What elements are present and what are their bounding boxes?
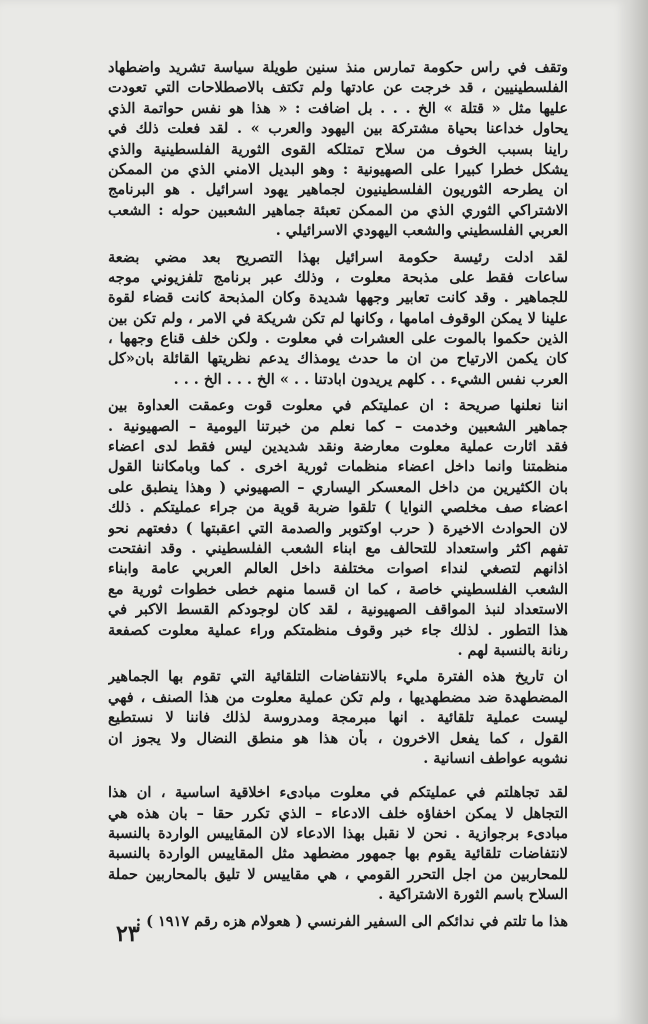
body-text <box>108 58 568 932</box>
paragraph <box>108 248 568 391</box>
text-line: العرب نفس الشيء . . كلهم يريدون ابادتنا . . » الخ . . . الخ . . . <box>173 370 568 388</box>
paragraph <box>108 912 568 932</box>
text-line: عليها مثل « قتلة » الخ . . . بل اضافت : « هذا هو نفس حواتمة الذي <box>108 99 568 117</box>
text-line: السلاح باسم الثورة الاشتراكية . <box>378 886 568 904</box>
book-gutter <box>628 0 648 1024</box>
text-line: بان الكثيرين من داخل المعسكر اليساري – الصهيوني ( وهذا ينطبق على <box>108 478 568 496</box>
paragraph <box>108 783 568 905</box>
text-line: الشعب الفلسطيني خاصة ، كما ان قسما منهم خطى خطوات ثورية مع <box>108 580 568 598</box>
text-line: الفلسطينيين ، قد خرجت عن عادتها ولم تكتف بالاصطلاحات التي تعودت <box>108 79 568 97</box>
paragraph <box>108 58 568 242</box>
text-line: لقد تجاهلتم في عمليتكم في معلوت مبادىء اخلاقية اساسية ، ان هذا <box>108 784 568 802</box>
text-line: للجماهير . وقد كانت تعابير وجهها شديدة وكان المذبحة كانت قضاء لقوة <box>108 289 568 307</box>
text-line: وتقف في راس حكومة تمارس منذ سنين طويلة سياسة تشريد واضطهاد <box>108 59 568 76</box>
text-line: منظمتنا وانما داخل اعضاء منظمات ثورية اخرى . كما وبامكاننا القول <box>108 458 568 476</box>
text-line: كان يكمن الارتياح من ان ما حدث يومذاك يدعم نظريتها القائلة بان«كل <box>108 350 568 368</box>
paragraph <box>108 396 568 661</box>
text-line: اعضاء صف مخلصي النوايا ) تلقوا ضربة قوية من جراء عمليتكم . ذلك <box>108 499 568 517</box>
text-line: نشوبه عواطف انسانية . <box>423 749 568 767</box>
text-line: القول ، كما يفعل الاخرون ، بأن هذا هو منطق النضال ولا يجوز ان <box>108 729 568 747</box>
text-line: يحاول خداعنا بحياة مشتركة بين اليهود والعرب » . لقد فعلت ذلك في <box>108 120 568 138</box>
text-line: ساعات فقط على مذبحة معلوت ، وذلك عبر برنامج تلفزيوني موجه <box>108 268 568 286</box>
text-line: لان الحوادث الاخيرة ( حرب اوكتوبر والصدمة التي اعقبتها ) دفعتهم نحو <box>108 519 568 537</box>
text-line: العربي الفلسطيني والشعب اليهودي الاسرائيلي . <box>275 222 568 240</box>
text-line: تفهم اكثر واستعداد للتحالف مع ابناء الشعب الفلسطيني . وقد انفتحت <box>108 539 568 557</box>
text-line: للمحاربين من اجل التحرر القومي ، هي مقاييس لا تليق بالمحاربين حملة <box>108 865 568 883</box>
page-number: ٢٣ <box>116 921 140 947</box>
text-line: المضطهدة ضد مضطهديها ، ولم تكن عملية معلوت من هذا الصنف ، فهي <box>108 688 568 706</box>
text-line: التجاهل لا يمكن اخفاؤه خلف الادعاء – الذي تكرر حقا – بان هذه هي <box>108 804 568 822</box>
text-line: اننا نعلنها صريحة : ان عمليتكم في معلوت قوت وعمقت العداوة بين <box>108 397 568 415</box>
paragraph <box>108 667 568 769</box>
text-line: لانتفاضات تلقائية يقوم بها جمهور مضطهد مثل المقاييس الواردة بالنسبة <box>108 845 568 863</box>
text-line: ان تاريخ هذه الفترة مليء بالانتفاضات التلقائية التي تقوم بها الجماهير <box>108 668 568 686</box>
text-line: الاشتراكي الثوري الذي من الممكن تعبئة جماهير الشعبين حوله : الشعب <box>108 201 568 219</box>
text-line: ليست عملية تلقائية . انها مبرمجة ومدروسة لذلك فاننا لا نستطيع <box>108 709 568 727</box>
text-line: ان يطرحه الثوريون الفلسطينيون لجماهير يهود اسرائيل . هو البرنامج <box>108 181 568 199</box>
text-line: هذا التطور . لذلك جاء خبر وقوف منظمتكم وراء عملية معلوت كصفعة <box>108 621 568 639</box>
text-line: راينا بسبب الخوف من سلاح تمتلكه القوى الثورية الفلسطينية والذي <box>108 140 568 158</box>
text-line: رنانة بالنسبة لهم . <box>457 641 568 659</box>
text-line: الاستعداد لنبذ المواقف الصهيونية ، لقد كان لوجودكم القسط الاكبر في <box>108 601 568 619</box>
text-line: الذين حكموا بالموت على العشرات في معلوت . ولكن خلف قناع وجهها ، <box>108 330 568 348</box>
text-line: جماهير الشعبين وخدمت – كما نعلم من خبرتنا اليومية – الصهيونية . <box>108 417 568 435</box>
text-line: علينا لا يمكن الوقوف امامها ، وكانها لم تكن شريكة في الامر ، ولم تكن بين <box>108 309 568 327</box>
text-line: هذا ما تلتم في ندائكم الى السفير الفرنسي ( هعولام هزه رقم ١٩١٧ ) : <box>135 912 568 930</box>
text-line: لقد ادلت رئيسة حكومة اسرائيل بهذا التصريح بعد مضي بضعة <box>108 248 568 266</box>
text-line: مبادىء برجوازية . نحن لا نقبل بهذا الادعاء لان المقاييس الواردة بالنسبة <box>108 825 568 843</box>
text-line: فقد اثارت عملية معلوت معارضة ونقد شديدين ليس فقط لدى اعضاء <box>108 438 568 456</box>
text-line: يشكل خطرا كبيرا على الصهيونية : وهو البديل الامني الذي من الممكن <box>108 160 568 178</box>
text-line: اذانهم لتصغي لنداء اصوات مختلفة داخل العالم العربي عامة وابناء <box>108 560 568 578</box>
